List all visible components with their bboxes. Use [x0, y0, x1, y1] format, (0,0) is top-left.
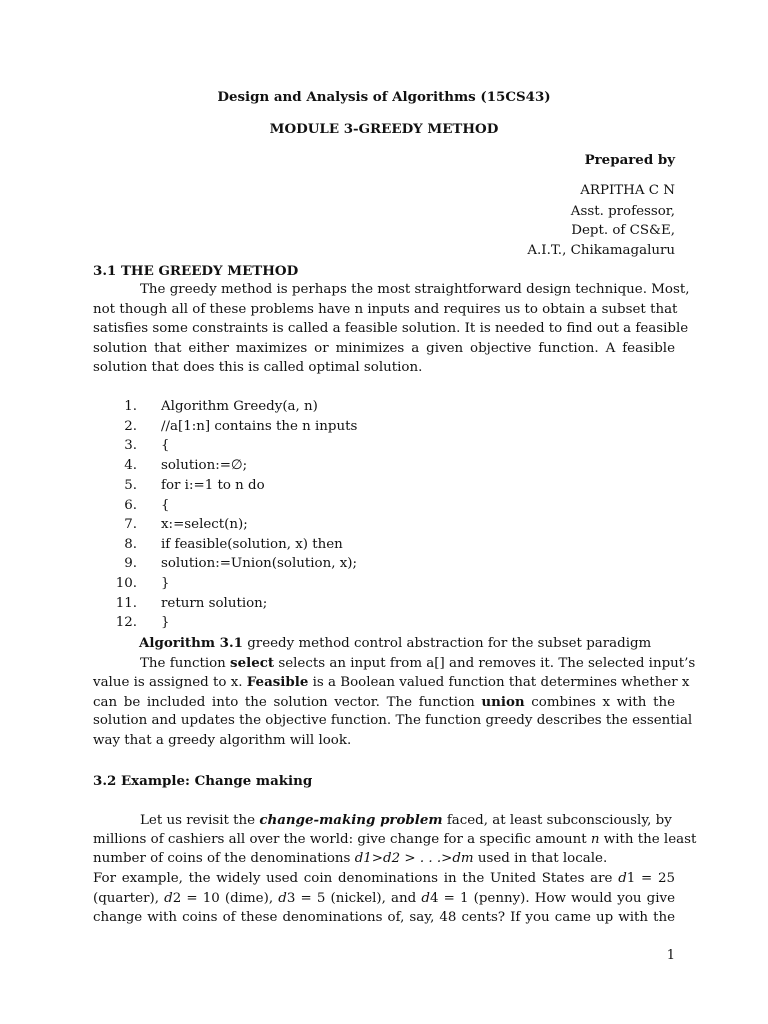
variable-n: n: [590, 832, 600, 847]
text-run: Let us revisit the: [140, 813, 260, 828]
variable-d: d: [421, 891, 430, 906]
text-run: For example, the widely used coin denominations in the United States are: [93, 871, 619, 886]
algorithm-line-text: }: [161, 576, 170, 591]
section-heading-greedy-method: 3.1 THE GREEDY METHOD: [93, 263, 299, 279]
algorithm-line: [115, 397, 675, 417]
paragraph-line: [93, 830, 697, 850]
paragraph-line: [93, 849, 675, 869]
page-number: 1: [666, 948, 675, 963]
algorithm-line: [115, 554, 675, 574]
paragraph-line: way that a greedy algorithm will look.: [93, 733, 352, 748]
text-run: 2 = 10 (dime),: [172, 891, 279, 906]
paragraph-line: [93, 869, 675, 889]
algorithm-line-text: {: [161, 498, 170, 513]
line-number: 8.: [124, 537, 137, 552]
text-run: with the least: [599, 832, 697, 847]
text-run: 4 = 1 (penny). How would you give: [429, 891, 675, 906]
text-run: combines x with the: [524, 695, 676, 710]
algorithm-line: [115, 496, 675, 516]
term-union: union: [481, 694, 525, 710]
line-number: 3.: [124, 438, 137, 453]
text-run: selects an input from a[] and removes it. The selected input’s: [274, 656, 696, 671]
algorithm-line: [115, 594, 675, 614]
algorithm-line-text: if feasible(solution, x) then: [161, 537, 343, 552]
algorithm-line-text: {: [161, 438, 170, 453]
algorithm-line-text: solution:=Union(solution, x);: [161, 556, 358, 571]
algorithm-caption-text: greedy method control abstraction for the subset paradigm: [242, 636, 652, 651]
paragraph-line: [93, 692, 675, 713]
paragraph-line: solution that does this is called optimal solution.: [93, 360, 423, 375]
algorithm-line: [115, 436, 675, 456]
text-run: 3 = 5 (nickel), and: [286, 891, 422, 906]
term-change-making-problem: change-making problem: [259, 812, 443, 828]
algorithm-line-text: Algorithm Greedy(a, n): [161, 399, 318, 414]
algorithm-line: [115, 613, 675, 633]
algorithm-line-text: for i:=1 to n do: [161, 478, 265, 493]
term-select: select: [230, 655, 275, 671]
algorithm-line-text: solution:=∅;: [161, 458, 248, 473]
algorithm-line: [115, 535, 675, 555]
line-number: 12.: [115, 615, 137, 630]
algorithm-line-text: //a[1:n] contains the n inputs: [161, 419, 358, 434]
paragraph-line: [93, 672, 690, 693]
algorithm-line: [115, 515, 675, 535]
algorithm-line-text: return solution;: [161, 596, 268, 611]
line-number: 5.: [124, 478, 137, 493]
variable-d: d: [618, 871, 627, 886]
paragraph-line: satisfies some constraints is called a feasible solution. It is needed to find out a feasible: [93, 321, 689, 336]
text-run: The function: [140, 656, 231, 671]
algorithm-line-text: x:=select(n);: [161, 517, 248, 532]
paragraph-line: [93, 889, 675, 909]
author-name: ARPITHA C N: [580, 183, 675, 198]
paragraph-line: [93, 653, 696, 674]
author-department: Dept. of CS&E,: [571, 223, 675, 238]
text-run: 1 = 25: [626, 871, 675, 886]
variable-d: d: [278, 891, 287, 906]
algorithm-caption: [139, 633, 675, 654]
text-run: can be included into the solution vector. The function: [93, 695, 482, 710]
line-number: 4.: [124, 458, 137, 473]
author-designation: Asst. professor,: [570, 204, 675, 219]
line-number: 11.: [115, 596, 137, 611]
algorithm-caption-label: Algorithm 3.1: [139, 635, 243, 651]
algorithm-line: [115, 574, 675, 594]
prepared-by-label: Prepared by: [584, 152, 675, 168]
algorithm-line-text: }: [161, 615, 170, 630]
text-run: value is assigned to x.: [93, 675, 247, 690]
term-feasible: Feasible: [246, 674, 309, 690]
paragraph-line: solution that either maximizes or minimizes a given objective function. A feasible: [93, 341, 675, 356]
paragraph-line: not though all of these problems have n inputs and requires us to obtain a subset that: [93, 302, 678, 317]
algorithm-line: [115, 456, 675, 476]
algorithm-line: [115, 476, 675, 496]
text-run: (quarter),: [93, 891, 165, 906]
algorithm-line: [115, 417, 675, 437]
text-run: faced, at least subconsciously, by: [442, 813, 672, 828]
line-number: 6.: [124, 498, 137, 513]
paragraph-line: change with coins of these denominations of, say, 48 cents? If you came up with the: [93, 910, 675, 925]
module-title: MODULE 3-GREEDY METHOD: [269, 121, 499, 137]
text-run: number of coins of the denominations: [93, 851, 355, 866]
section-heading-change-making: 3.2 Example: Change making: [93, 773, 313, 789]
paragraph-line: [93, 810, 675, 831]
denominations-expression: d1>d2 > . . .>dm: [354, 851, 474, 866]
text-run: millions of cashiers all over the world: give change for a specific amount: [93, 832, 591, 847]
variable-d: d: [164, 891, 173, 906]
line-number: 1.: [124, 399, 137, 414]
author-institute: A.I.T., Chikamagaluru: [527, 243, 675, 258]
paragraph-line: The greedy method is perhaps the most straightforward design technique. Most,: [140, 282, 690, 297]
line-number: 2.: [124, 419, 137, 434]
text-run: is a Boolean valued function that determines whether x: [308, 675, 690, 690]
line-number: 9.: [124, 556, 137, 571]
line-number: 10.: [115, 576, 137, 591]
paragraph-line: solution and updates the objective function. The function greedy describes the essential: [93, 713, 693, 728]
course-title: Design and Analysis of Algorithms (15CS43): [217, 89, 551, 105]
text-run: used in that locale.: [473, 851, 608, 866]
line-number: 7.: [124, 517, 137, 532]
